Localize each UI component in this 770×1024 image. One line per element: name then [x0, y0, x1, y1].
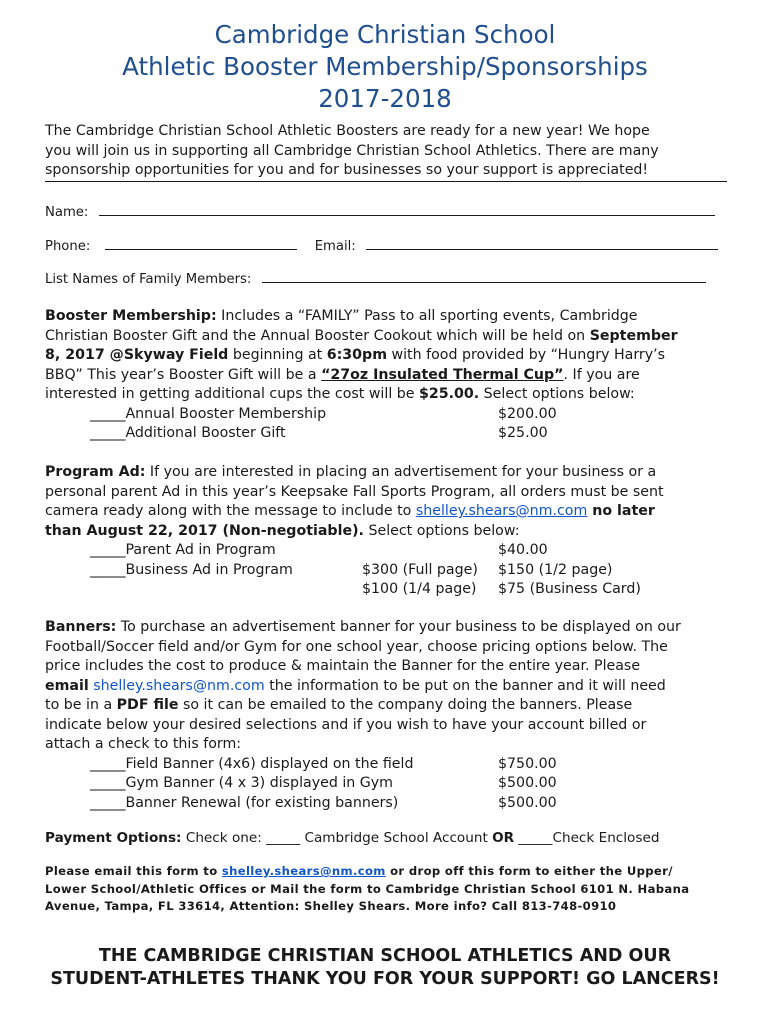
option-price: $750.00: [498, 755, 557, 772]
program-deadline: than August 22, 2017 (Non-negotiable).: [45, 522, 364, 539]
booster-section: [45, 307, 735, 444]
phone-field[interactable]: [105, 236, 297, 250]
booster-text: . If you are: [563, 366, 640, 383]
option-label: _____Annual Booster Membership: [90, 405, 327, 422]
thank-you-footer: [0, 945, 770, 991]
payment-option-account[interactable]: Check one: _____ Cambridge School Account: [181, 830, 493, 846]
booster-text: beginning at: [228, 347, 327, 363]
program-option-parent-ad[interactable]: [45, 541, 735, 561]
title-line-program: Athletic Booster Membership/Sponsorships: [122, 52, 648, 81]
footer-line: THE CAMBRIDGE CHRISTIAN SCHOOL ATHLETICS AND OUR: [98, 946, 672, 966]
option-price: $150 (1/2 page): [498, 561, 613, 578]
option-price: $500.00: [498, 794, 557, 811]
title-line-school: Cambridge Christian School: [214, 20, 556, 49]
booster-date: September: [589, 327, 678, 344]
option-label: _____Parent Ad in Program: [90, 542, 276, 558]
option-label: _____Business Ad in Program: [90, 561, 293, 578]
banners-heading: Banners:: [45, 619, 117, 635]
booster-text: Includes a “FAMILY” Pass to all sporting events, Cambridge: [216, 308, 638, 324]
banner-option-gym[interactable]: [45, 774, 735, 794]
program-text: personal parent Ad in this year’s Keepsake Fall Sports Program, all orders must be sent: [45, 483, 664, 500]
option-label: _____Banner Renewal (for existing banners): [90, 794, 399, 811]
banners-text: to be in a: [45, 697, 117, 713]
intro-line: sponsorship opportunities for you and for businesses so your support is appreciated!: [45, 161, 727, 182]
program-text: Select options below:: [363, 522, 520, 539]
submission-instructions: [45, 863, 735, 916]
booster-location: 8, 2017 @Skyway Field: [45, 347, 229, 363]
program-text: If you are interested in placing an advertisement for your business or a: [145, 464, 657, 480]
program-text: camera ready along with the message to include to: [45, 503, 416, 519]
banners-email-link[interactable]: shelley.shears@nm.com: [88, 677, 265, 694]
program-deadline: no later: [587, 503, 655, 519]
booster-text: BBQ” This year’s Booster Gift will be a: [45, 366, 322, 383]
booster-text: with food provided by “Hungry Harry’s: [386, 347, 666, 363]
program-option-business-ad-more: [45, 580, 735, 600]
phone-label: Phone:: [45, 239, 91, 254]
booster-option-gift[interactable]: [45, 424, 735, 444]
payment-heading: Payment Options:: [45, 830, 182, 846]
booster-heading: Booster Membership:: [45, 308, 217, 324]
banner-option-field[interactable]: [45, 755, 735, 775]
booster-text: interested in getting additional cups the cost will be: [45, 386, 420, 402]
note-email-link[interactable]: shelley.shears@nm.com: [221, 864, 386, 878]
email-label: Email:: [314, 239, 356, 254]
banners-section: [45, 618, 735, 813]
intro-line: The Cambridge Christian School Athletic Boosters are ready for a new year! We hope: [45, 123, 650, 139]
note-text: or drop off this form to either the Upper/: [385, 864, 673, 878]
option-label: _____Gym Banner (4 x 3) displayed in Gym: [90, 775, 393, 791]
payment-or: OR: [492, 830, 515, 846]
banners-email-word: email: [45, 677, 89, 694]
booster-text: Select options below:: [479, 386, 635, 402]
banners-text: Football/Soccer field and/or Gym for one school year, choose pricing options below. The: [45, 638, 668, 655]
banners-text: attach a check to this form:: [45, 736, 242, 752]
phone-email-row: [45, 236, 718, 257]
email-field[interactable]: [366, 236, 718, 250]
payment-options: [45, 829, 659, 849]
option-label: _____Field Banner (4x6) displayed on the field: [90, 755, 414, 772]
program-email-link[interactable]: shelley.shears@nm.com: [415, 503, 588, 519]
banners-text: To purchase an advertisement banner for your business to be displayed on our: [116, 619, 681, 635]
program-option-business-ad[interactable]: [45, 561, 735, 581]
option-price: $40.00: [498, 542, 548, 558]
option-label: _____Additional Booster Gift: [90, 425, 286, 441]
family-row: [45, 269, 706, 290]
booster-cup-price: $25.00.: [419, 386, 480, 402]
payment-option-check[interactable]: _____Check Enclosed: [514, 830, 660, 846]
option-price: $300 (Full page): [362, 561, 478, 578]
intro-paragraph: [45, 122, 727, 182]
booster-time: 6:30pm: [326, 347, 387, 363]
booster-text: Christian Booster Gift and the Annual Booster Cookout which will be held on: [45, 327, 590, 344]
booster-gift: “27oz Insulated Thermal Cup”: [321, 366, 564, 383]
banner-option-renewal[interactable]: [45, 794, 735, 814]
program-ad-section: [45, 463, 735, 600]
note-text: Avenue, Tampa, FL 33614, Attention: Shelley Shears. More info? Call 813-748-0910: [45, 899, 617, 913]
note-text: Lower School/Athletic Offices or Mail the form to Cambridge Christian School 6101 N. Habana: [45, 881, 690, 896]
page-title: [0, 19, 770, 115]
banners-text: so it can be emailed to the company doing the banners. Please: [178, 697, 633, 713]
intro-line: you will join us in supporting all Cambridge Christian School Athletics. There are many: [45, 142, 659, 159]
banners-text: the information to be put on the banner and it will need: [264, 677, 666, 694]
name-field[interactable]: [99, 202, 715, 216]
option-price: $75 (Business Card): [498, 581, 641, 597]
option-price: $100 (1/4 page): [362, 581, 477, 597]
footer-line: STUDENT-ATHLETES THANK YOU FOR YOUR SUPPORT! GO LANCERS!: [50, 969, 720, 989]
banners-text: indicate below your desired selections and if you wish to have your account billed or: [45, 716, 647, 733]
banners-pdf: PDF file: [116, 697, 179, 713]
name-label: Name:: [45, 205, 89, 220]
note-text: Please email this form to: [45, 864, 222, 878]
program-heading: Program Ad:: [45, 464, 146, 480]
booster-option-membership[interactable]: [45, 405, 735, 425]
name-row: [45, 202, 715, 223]
banners-text: price includes the cost to produce & maintain the Banner for the entire year. Please: [45, 658, 641, 674]
title-line-year: 2017-2018: [318, 84, 452, 113]
option-price: $500.00: [498, 775, 557, 791]
family-label: List Names of Family Members:: [45, 272, 252, 287]
option-price: $25.00: [498, 425, 548, 441]
option-price: $200.00: [498, 405, 557, 422]
family-members-field[interactable]: [262, 269, 706, 283]
